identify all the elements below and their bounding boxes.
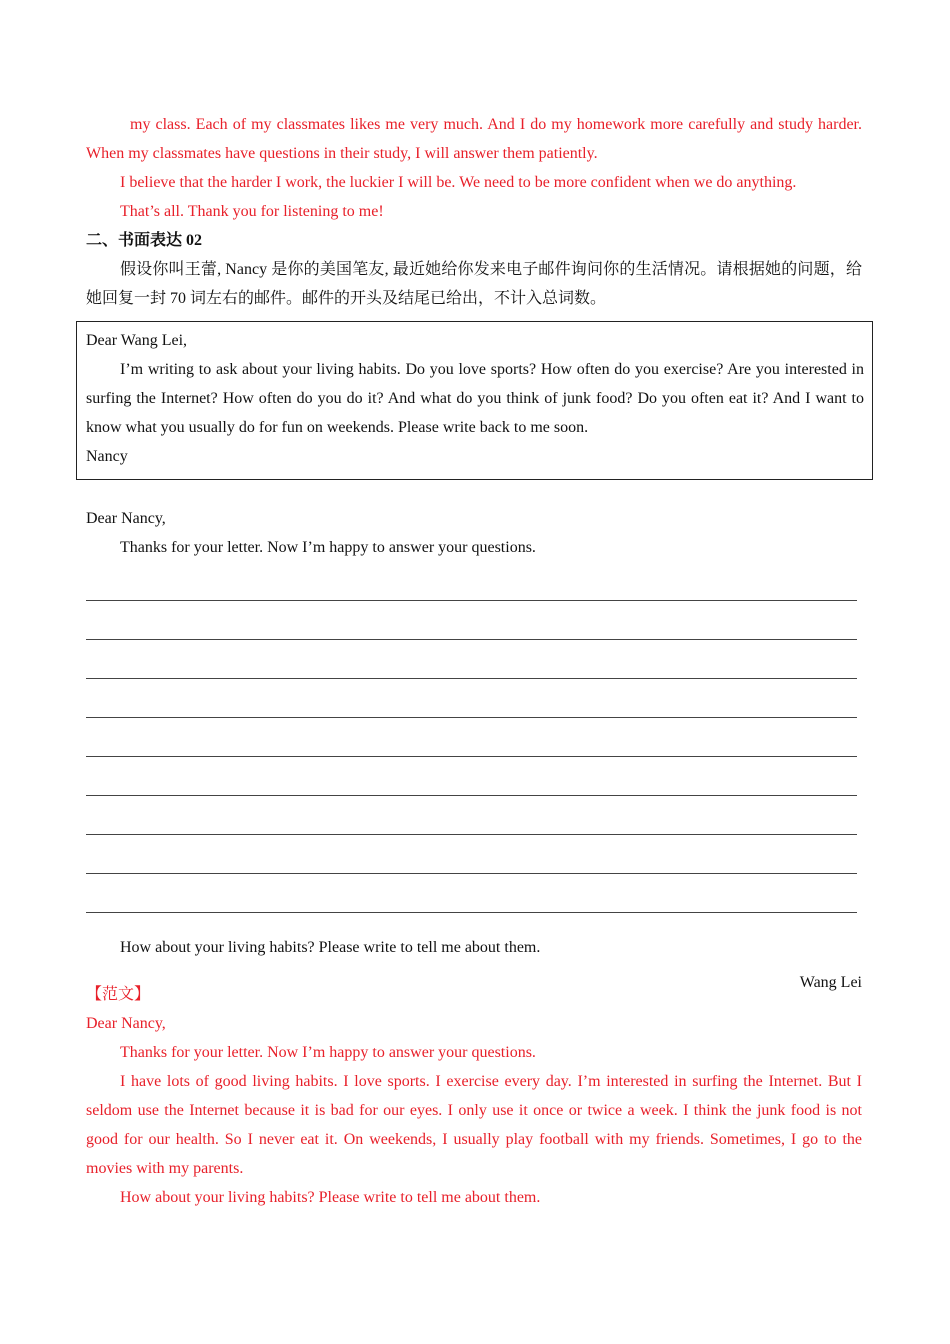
letter-signature: Nancy bbox=[86, 448, 128, 465]
reply-signature: Wang Lei bbox=[799, 974, 862, 991]
writing-line[interactable] bbox=[86, 757, 857, 796]
letter-body: I’m writing to ask about your living habits. Do you love sports? How often do you exercise? Are you interested in surfing the Internet? How often do you do it? And what do you think of junk food? Do you often eat it? And I want to know what you usually do for fun on weekends. Please write back to me soon. bbox=[86, 361, 864, 436]
sample-essay bbox=[86, 980, 862, 1212]
writing-line[interactable] bbox=[86, 718, 857, 757]
sample-opening: Thanks for your letter. Now I’m happy to answer your questions. bbox=[120, 1044, 536, 1061]
letter-greeting: Dear Wang Lei, bbox=[86, 332, 188, 349]
reply-opening: Thanks for your letter. Now I’m happy to answer your questions. bbox=[120, 539, 536, 556]
section-heading: 二、书面表达 02 bbox=[86, 232, 203, 249]
top-answer-section bbox=[86, 110, 862, 313]
sample-label: 【范文】 bbox=[86, 986, 151, 1003]
writing-line[interactable] bbox=[86, 601, 857, 640]
reply-closing: How about your living habits? Please write to tell me about them. bbox=[120, 939, 541, 956]
task-instruction: 假设你叫王蕾, Nancy 是你的美国笔友, 最近她给你发来电子邮件询问你的生活情况。请根据她的问题，给她回复一封 70 词左右的邮件。邮件的开头及结尾已给出，不计入总词数。 bbox=[86, 261, 862, 307]
writing-line[interactable] bbox=[86, 796, 857, 835]
sample-closing: How about your living habits? Please write to tell me about them. bbox=[120, 1189, 541, 1206]
sample-greeting: Dear Nancy, bbox=[86, 1015, 166, 1032]
answer-paragraph-1: my class. Each of my classmates likes me very much. And I do my homework more carefully and study harder. When my classmates have questions in their study, I will answer them patiently. bbox=[86, 116, 862, 162]
writing-line[interactable] bbox=[86, 640, 857, 679]
answer-paragraph-3: That’s all. Thank you for listening to me! bbox=[120, 203, 384, 220]
sample-body: I have lots of good living habits. I love sports. I exercise every day. I’m interested in surfing the Internet. But I seldom use the Internet because it is bad for our eyes. I only use it once or twice a week. I think the junk food is not good for our health. So I never eat it. On weekends, I usually play football with my friends. Sometimes, I go to the movies with my parents. bbox=[86, 1073, 862, 1177]
letter-box bbox=[76, 321, 873, 480]
writing-line[interactable] bbox=[86, 562, 857, 601]
writing-line[interactable] bbox=[86, 874, 857, 913]
writing-line[interactable] bbox=[86, 679, 857, 718]
reply-greeting: Dear Nancy, bbox=[86, 510, 166, 527]
writing-area[interactable] bbox=[86, 562, 862, 913]
writing-line[interactable] bbox=[86, 835, 857, 874]
reply-section bbox=[86, 504, 862, 1013]
answer-paragraph-2: I believe that the harder I work, the luckier I will be. We need to be more confident when we do anything. bbox=[120, 174, 797, 191]
